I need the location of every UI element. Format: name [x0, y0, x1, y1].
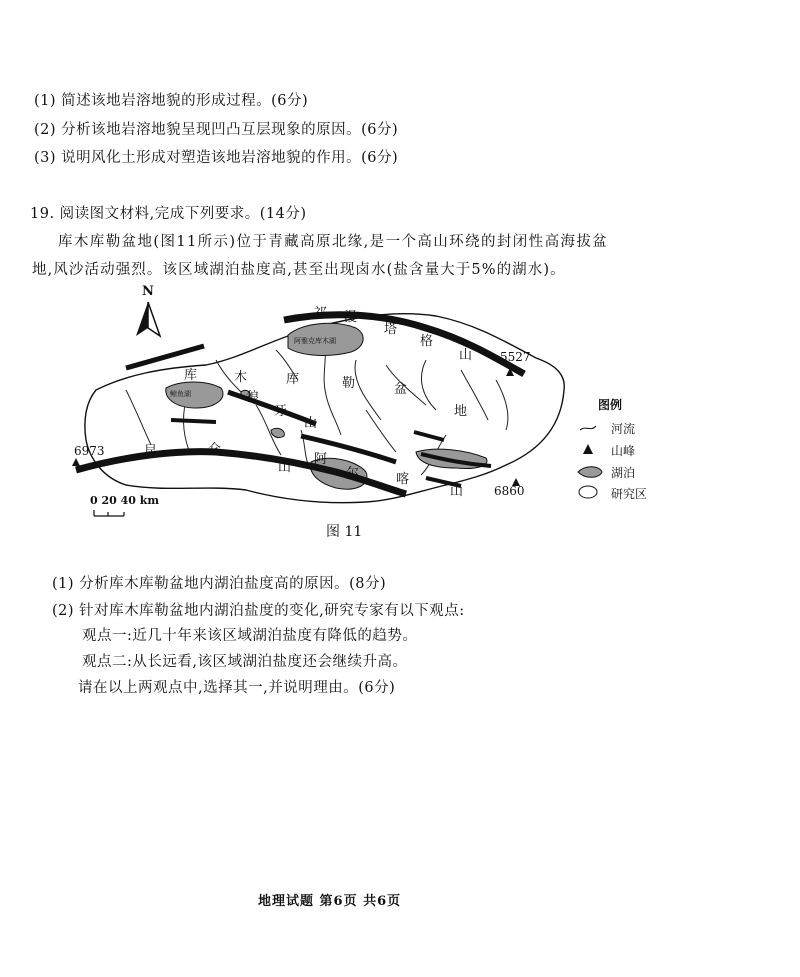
range-label-langya-shan: 山 [304, 416, 318, 431]
range-label-kunlun-shan: 山 [278, 460, 292, 475]
basin-label-le: 勒 [342, 376, 356, 391]
legend-peak-icon [583, 444, 593, 454]
question-19-part-2: (2) 针对库木库勒盆地内湖泊盐度的变化,研究专家有以下观点: [52, 603, 465, 619]
range-aerka-3 [414, 432, 444, 440]
question-19-intro-line-2: 地,风沙活动强烈。该区域湖泊盐度高,甚至出现卤水(盐含量大于5%的湖水)。 [32, 262, 566, 278]
scale-bar [94, 510, 124, 516]
legend-lake-label: 湖泊 [611, 466, 636, 480]
range-label-man: 漫 [344, 310, 358, 325]
peak-6973-label: 6973 [74, 444, 105, 458]
legend-research-area-icon [579, 486, 597, 498]
range-label-shan-1: 山 [459, 348, 473, 363]
question-19-intro-line-1: 库木库勒盆地(图11所示)位于青藏高原北缘,是一个高山环绕的封闭性高海拔盆 [58, 234, 609, 250]
range-label-ya: 牙 [274, 404, 288, 419]
legend-river-icon [580, 426, 596, 430]
range-label-qi: 祁 [314, 306, 328, 321]
lake-label-ayakkumu: 阿雅克库木湖 [294, 337, 336, 345]
question-part-3: (3) 说明风化土形成对塑造该地岩溶地貌的作用。(6分) [34, 150, 399, 166]
north-label: N [142, 284, 154, 299]
question-part-1: (1) 简述该地岩溶地貌的形成过程。(6分) [34, 93, 309, 109]
range-mid-west [171, 420, 216, 422]
legend-icons [578, 426, 602, 498]
lake-small-1 [271, 428, 284, 437]
legend-title: 图例 [598, 398, 623, 412]
legend-research-area-label: 研究区 [611, 487, 648, 501]
legend-peak-label: 山峰 [611, 444, 636, 458]
question-part-2: (2) 分析该地岩溶地貌呈现凹凸互层现象的原因。(6分) [34, 122, 399, 138]
scale-label: 0 20 40 km [90, 494, 160, 507]
figure-11-map [66, 280, 706, 525]
basin-label-ku-2: 库 [286, 372, 300, 387]
range-label-a: 阿 [314, 452, 328, 467]
peak-6973-icon [72, 458, 80, 466]
basin-label-ku-1: 库 [184, 368, 198, 383]
peak-6860-label: 6860 [494, 484, 525, 498]
range-label-er: 尔 [346, 466, 360, 481]
basin-label-mu: 木 [234, 370, 248, 385]
question-19-part-1: (1) 分析库木库勒盆地内湖泊盐度高的原因。(8分) [52, 576, 387, 592]
range-label-aerka-shan: 山 [450, 484, 464, 499]
figure-caption: 图 11 [326, 524, 363, 540]
page-footer: 地理试题 第6页 共6页 [258, 894, 402, 909]
question-19-heading: 19. 阅读图文材料,完成下列要求。(14分) [30, 206, 307, 222]
answer-instruction: 请在以上两观点中,选择其一,并说明理由。(6分) [78, 680, 396, 696]
range-label-lang: 狼 [246, 390, 260, 405]
lake-label-jingyu: 鲸鱼湖 [170, 390, 191, 398]
peak-5527-label: 5527 [500, 350, 531, 364]
viewpoint-1: 观点一:近几十年来该区域湖泊盐度有降低的趋势。 [82, 628, 418, 644]
basin-label-pen: 盆 [394, 382, 408, 397]
range-label-lun: 仑 [208, 442, 222, 457]
range-label-ta: 塔 [384, 322, 398, 337]
basin-label-di: 地 [454, 404, 468, 419]
legend-river-label: 河流 [611, 422, 636, 436]
legend-lake-icon [578, 467, 602, 478]
range-label-kun: 昆 [144, 444, 158, 459]
north-arrow-icon [136, 302, 160, 336]
range-label-ge: 格 [420, 334, 434, 349]
viewpoint-2: 观点二:从长远看,该区域湖泊盐度还会继续升高。 [82, 654, 408, 670]
range-label-ka: 喀 [396, 472, 410, 487]
range-langya [228, 392, 316, 424]
